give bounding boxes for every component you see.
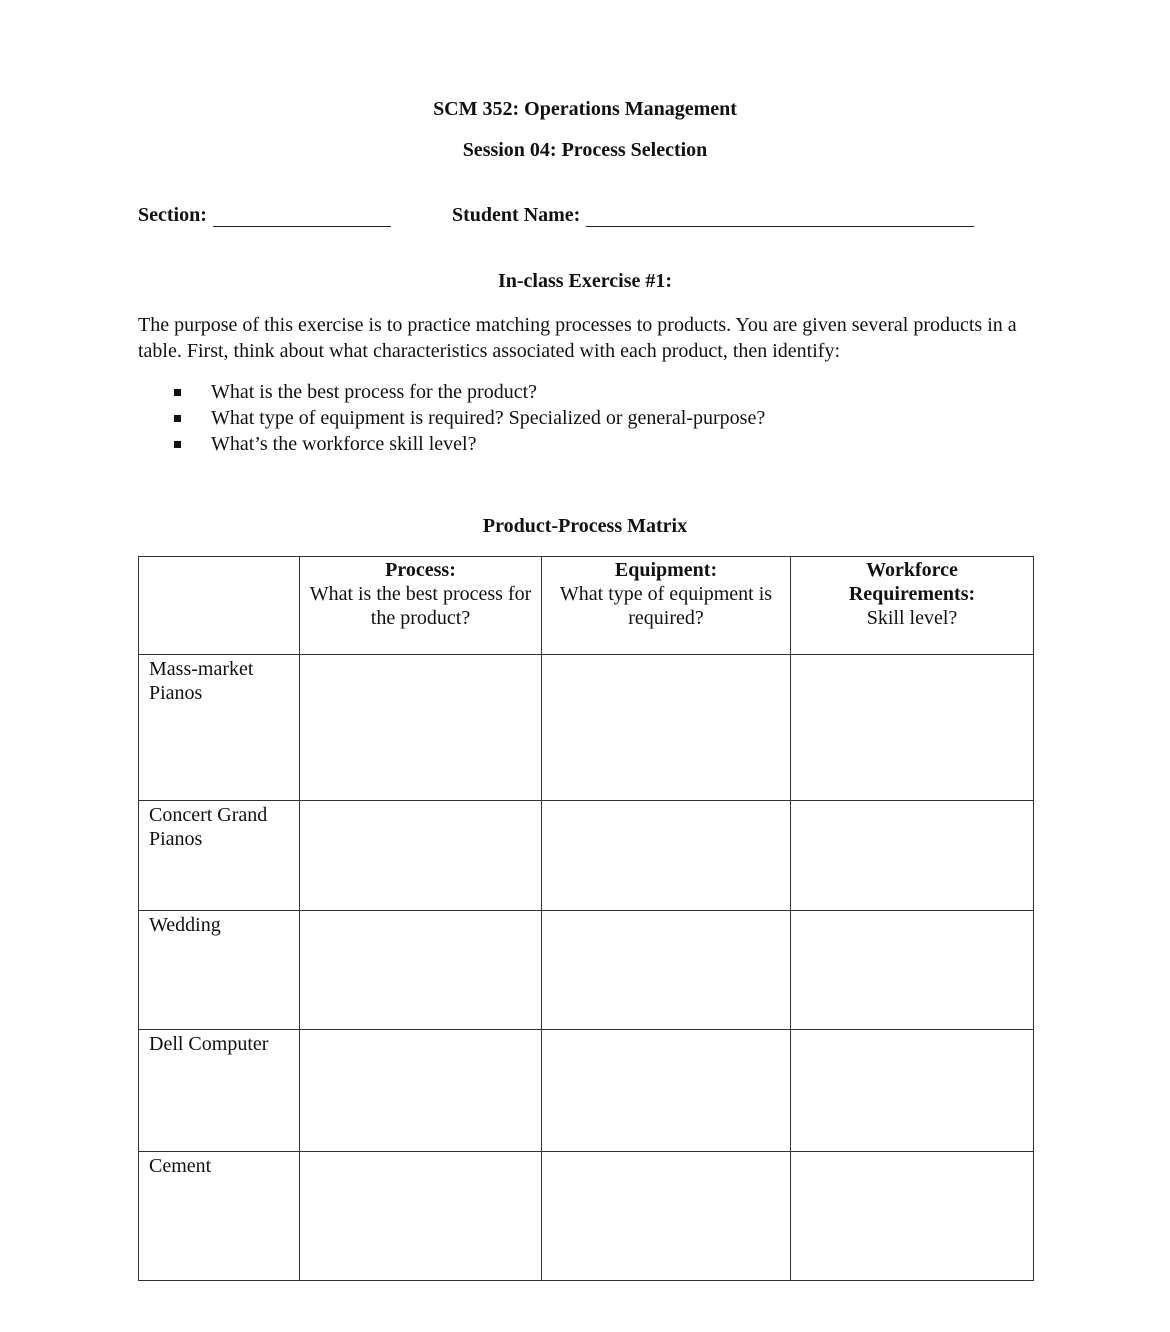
table-row bbox=[139, 655, 1034, 801]
document-title: SCM 352: Operations Management bbox=[433, 98, 737, 120]
product-cell bbox=[139, 911, 300, 1030]
square-bullet-icon bbox=[174, 441, 181, 448]
exercise-heading: In-class Exercise #1: bbox=[497, 270, 673, 292]
header-cell-process bbox=[300, 557, 542, 655]
table-row bbox=[139, 1152, 1034, 1281]
equipment-answer-cell[interactable] bbox=[542, 801, 791, 911]
product-cell bbox=[139, 1030, 300, 1152]
student-name-field bbox=[452, 204, 974, 227]
header-workforce-title: Workforce Requirements: bbox=[848, 559, 976, 605]
student-name-blank[interactable] bbox=[586, 206, 974, 227]
header-cell-equipment bbox=[542, 557, 791, 655]
product-process-matrix bbox=[138, 556, 1034, 1281]
header-equipment-question: What type of equipment is required? bbox=[559, 583, 773, 629]
workforce-answer-cell[interactable] bbox=[791, 655, 1034, 801]
question-list bbox=[170, 379, 765, 457]
header-workforce-question: Skill level? bbox=[866, 607, 958, 629]
question-text: What type of equipment is required? Specialized or general-purpose? bbox=[211, 407, 766, 429]
student-name-label: Student Name: bbox=[452, 204, 581, 226]
equipment-answer-cell[interactable] bbox=[542, 1152, 791, 1281]
question-text: What’s the workforce skill level? bbox=[211, 433, 477, 455]
product-label: Wedding bbox=[149, 914, 221, 936]
product-label: Concert Grand Pianos bbox=[149, 804, 268, 850]
workforce-answer-cell[interactable] bbox=[791, 1152, 1034, 1281]
process-answer-cell[interactable] bbox=[300, 801, 542, 911]
table-row bbox=[139, 911, 1034, 1030]
process-answer-cell[interactable] bbox=[300, 655, 542, 801]
workforce-answer-cell[interactable] bbox=[791, 911, 1034, 1030]
product-label: Cement bbox=[149, 1155, 212, 1177]
header-process-question: What is the best process for the product? bbox=[309, 583, 532, 629]
list-item bbox=[170, 431, 765, 457]
header-process-title: Process: bbox=[385, 559, 456, 581]
equipment-answer-cell[interactable] bbox=[542, 911, 791, 1030]
product-cell bbox=[139, 1152, 300, 1281]
product-cell bbox=[139, 801, 300, 911]
header-cell-empty bbox=[139, 557, 300, 655]
square-bullet-icon bbox=[174, 389, 181, 396]
process-answer-cell[interactable] bbox=[300, 1152, 542, 1281]
workforce-answer-cell[interactable] bbox=[791, 801, 1034, 911]
matrix-title: Product-Process Matrix bbox=[482, 515, 688, 537]
section-label: Section: bbox=[138, 204, 207, 226]
equipment-answer-cell[interactable] bbox=[542, 655, 791, 801]
equipment-answer-cell[interactable] bbox=[542, 1030, 791, 1152]
section-blank[interactable] bbox=[213, 206, 391, 227]
product-cell bbox=[139, 655, 300, 801]
section-field bbox=[138, 204, 391, 227]
intro-paragraph: The purpose of this exercise is to practice matching processes to products. You are given several products in a table. First, think about what characteristics associated with each product, then identify: bbox=[138, 314, 1017, 362]
list-item bbox=[170, 405, 765, 431]
question-text: What is the best process for the product? bbox=[211, 381, 538, 403]
list-item bbox=[170, 379, 765, 405]
workforce-answer-cell[interactable] bbox=[791, 1030, 1034, 1152]
header-cell-workforce bbox=[791, 557, 1034, 655]
table-row bbox=[139, 1030, 1034, 1152]
square-bullet-icon bbox=[174, 415, 181, 422]
process-answer-cell[interactable] bbox=[300, 911, 542, 1030]
product-label: Dell Computer bbox=[149, 1033, 269, 1055]
product-label: Mass-market Pianos bbox=[149, 658, 254, 704]
document-subtitle: Session 04: Process Selection bbox=[462, 139, 708, 161]
table-row bbox=[139, 801, 1034, 911]
table-header-row bbox=[139, 557, 1034, 655]
header-equipment-title: Equipment: bbox=[614, 559, 718, 581]
process-answer-cell[interactable] bbox=[300, 1030, 542, 1152]
